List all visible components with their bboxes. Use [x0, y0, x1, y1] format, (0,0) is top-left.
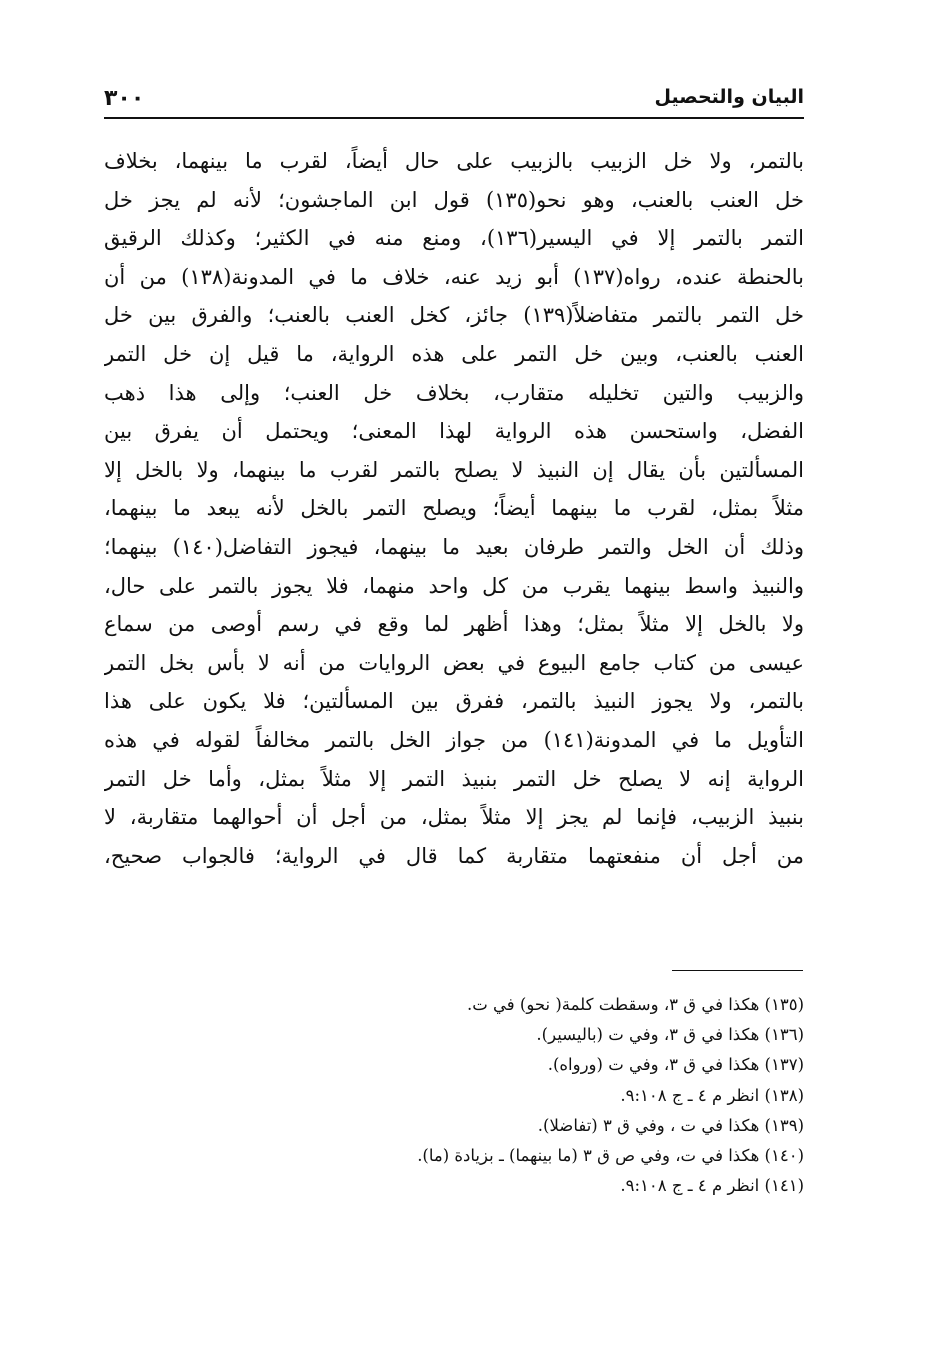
page-header: [104, 86, 804, 114]
footnote: (١٣٥) هكذا في ق ٣، وسقطت كلمة( نحو) في ت.: [466, 995, 804, 1014]
text-line: بنبيذ الزبيب، فإنما لم يجز إلا مثلاً بمثل، من أجل أن أحوالهما متقاربة، لا: [104, 805, 804, 830]
text-line: من أجل أن منفعتهما متقاربة كما قال في الرواية؛ فالجواب صحيح،: [104, 843, 804, 868]
footnote: (١٣٧) هكذا في ق ٣، وفي ت (ورواه).: [547, 1055, 804, 1075]
page-number: ٣٠٠: [104, 86, 145, 111]
footnote: (١٣٦) هكذا في ق ٣، وفي ت (باليسير).: [536, 1025, 804, 1045]
text-line: وذلك أن الخل والتمر طرفان بعيد ما بينهما، فيجوز التفاضل(١٤٠) بينهما؛: [104, 534, 804, 559]
footnote: (١٤١) انظر م ٤ ـ ج ٩:١٠٨.: [620, 1176, 804, 1196]
text-line: بالحنطة عنده، رواه(١٣٧) أبو زيد عنه، خلاف ما في المدونة(١٣٨) من أن: [104, 264, 804, 289]
text-line: والزبيب والتين تخليله متقارب، بخلاف خل العنب؛ وإلى هذا ذهب: [104, 380, 804, 405]
text-line: والنبيذ واسط بينهما يقرب من كل واحد منهما، فلا يجوز بالتمر على حال،: [104, 573, 804, 598]
running-title: البيان والتحصيل: [654, 86, 804, 108]
text-line: الرواية إنه لا يصلح خل التمر بنبيذ التمر إلا مثلاً بمثل، وأما خل التمر: [104, 766, 804, 791]
text-line: ولا بالخل إلا مثلاً بمثل؛ وهذا أظهر لما وقع في رسم أوصى من سماع: [104, 612, 804, 637]
text-line: بالتمر، ولا يجوز النبيذ بالتمر، ففرق بين المسألتين؛ فلا يكون على هذا: [104, 689, 804, 714]
text-line: التمر بالتمر إلا في اليسير(١٣٦)، ومنع منه في الكثير؛ وكذلك الرقيق: [104, 226, 804, 251]
text-line: المسألتين بأن يقال إن النبيذ لا يصلح بالتمر لقرب ما بينهما، ولا بالخل إلا: [104, 457, 804, 482]
text-line: التأويل ما في المدونة(١٤١) من جواز الخل بالتمر مخالفاً لقوله في هذه: [104, 727, 804, 752]
text-line: بالتمر، ولا خل الزبيب بالزبيب على حال أيضاً، لقرب ما بينهما، بخلاف: [104, 149, 804, 173]
text-line: الفضل، واستحسن هذه الرواية لهذا المعنى؛ ويحتمل أن يفرق بين: [104, 419, 804, 444]
footnote-separator: [672, 970, 803, 971]
footnote: (١٤٠) هكذا في ت، وفي ص ق ٣ (ما بينهما) ـ بزيادة (ما).: [417, 1145, 804, 1165]
text-line: العنب بالعنب، وبين خل التمر على هذه الرواية، ما قيل إن خل التمر: [104, 341, 804, 366]
footnotes: [304, 990, 804, 1201]
text-line: مثلاً بمثل، لقرب ما بينهما أيضاً؛ ويصلح التمر بالخل لأنه يبعد ما بينهما،: [104, 496, 804, 521]
text-line: خل التمر بالتمر متفاضلاً(١٣٩) جائز، كخل العنب بالعنب؛ والفرق بين خل: [104, 303, 804, 328]
body-text: [104, 142, 804, 875]
footnote: (١٣٨) انظر م ٤ ـ ج ٩:١٠٨.: [620, 1085, 804, 1105]
header-rule: [104, 117, 804, 119]
text-line: عيسى من كتاب جامع البيوع في بعض الروايات من أنه لا بأس بخل التمر: [104, 650, 804, 675]
text-line: خل العنب بالعنب، وهو نحو(١٣٥) قول ابن الماجشون؛ لأنه لم يجز خل: [104, 187, 804, 212]
footnote: (١٣٩) هكذا في ت ، وفي ق ٣ (تفاضلا).: [537, 1115, 804, 1135]
